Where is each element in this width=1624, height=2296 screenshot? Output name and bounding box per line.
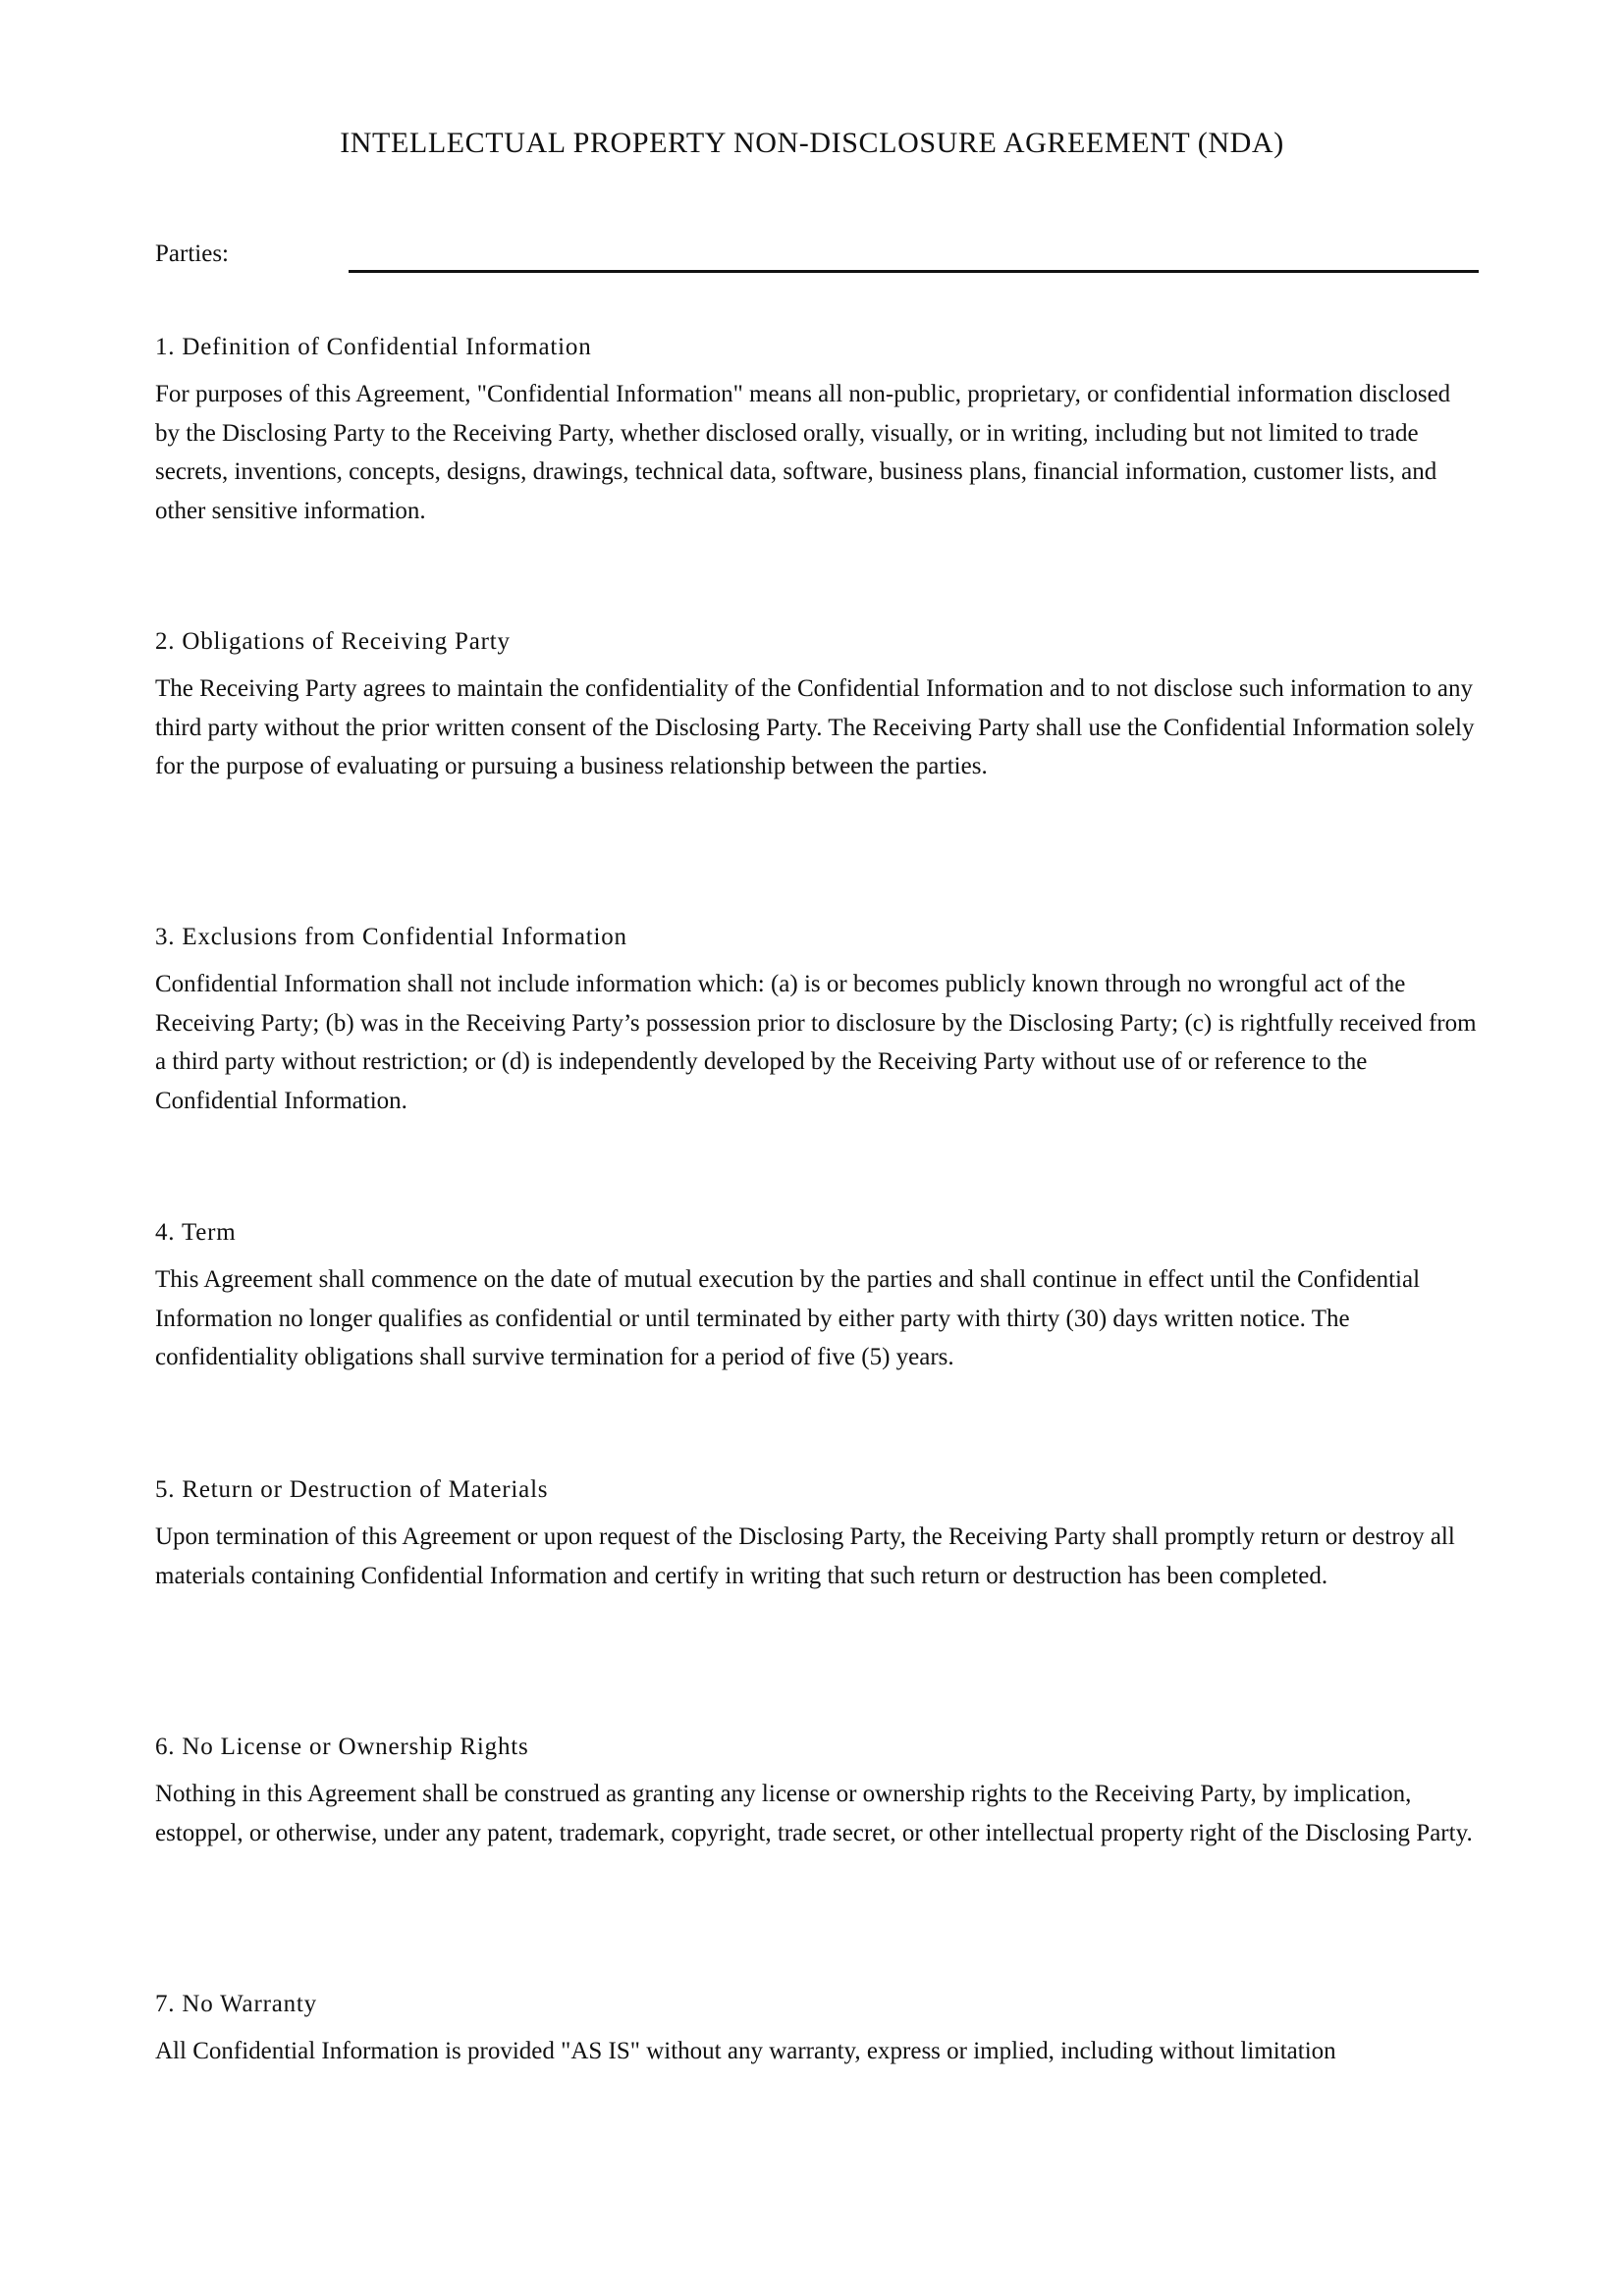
section-heading: 7. No Warranty — [155, 1991, 317, 2017]
parties-label: Parties: — [155, 240, 229, 267]
section-body: Upon termination of this Agreement or upon request of the Disclosing Party, the Receiving Party shall promptly return or destroy all materials containing Confidential Information and certify in writing that such return or destruction has been completed. — [155, 1523, 1455, 1589]
section-body: For purposes of this Agreement, "Confidential Information" means all non-public, proprietary, or confidential information disclosed by the Disclosing Party to the Receiving Party, whether disclosed orally, visually, or in writing, including but not limited to trade secrets, inventions, concepts, designs, drawings, technical data, software, business plans, financial information, customer lists, and other sensitive information. — [155, 381, 1451, 524]
section-body: All Confidential Information is provided "AS IS" without any warranty, express or implied, including without limitation — [155, 2038, 1336, 2064]
section-heading: 1. Definition of Confidential Information — [155, 334, 592, 360]
section-heading: 6. No License or Ownership Rights — [155, 1734, 529, 1760]
section-heading: 5. Return or Destruction of Materials — [155, 1476, 549, 1503]
section-heading: 2. Obligations of Receiving Party — [155, 628, 511, 655]
section-body: Nothing in this Agreement shall be construed as granting any license or ownership rights to the Receiving Party, by implication, estoppel, or otherwise, under any patent, trademark, copyright, trade secret, or other intellectual property right of the Disclosing Party. — [155, 1781, 1473, 1846]
section-exclusions — [155, 922, 1481, 1120]
section-body: This Agreement shall commence on the date of mutual execution by the parties and shall continue in effect until the Confidential Information no longer qualifies as confidential or until terminated by either party with thirty (30) days written notice. The confidentiality obligations shall survive termination for a period of five (5) years. — [155, 1266, 1421, 1371]
document-title: INTELLECTUAL PROPERTY NON-DISCLOSURE AGREEMENT (NDA) — [340, 127, 1284, 159]
section-no-warranty — [155, 1989, 1481, 2071]
section-body: Confidential Information shall not include information which: (a) is or becomes publicly known through no wrongful act of the Receiving Party; (b) was in the Receiving Party’s possession prior to disclosure by the Disclosing Party; (c) is rightfully received from a third party without restriction; or (d) is independently developed by the Receiving Party without use of or reference to the Confidential Information. — [155, 971, 1477, 1114]
section-return-materials — [155, 1474, 1481, 1595]
section-heading: 4. Term — [155, 1219, 237, 1246]
section-definition — [155, 332, 1481, 530]
section-term — [155, 1217, 1481, 1377]
section-body: The Receiving Party agrees to maintain the confidentiality of the Confidential Information and to not disclose such information to any third party without the prior written consent of the Disclosing Party. The Receiving Party shall use the Confidential Information solely for the purpose of evaluating or pursuing a business relationship between the parties. — [155, 675, 1475, 780]
section-obligations — [155, 626, 1481, 786]
section-heading: 3. Exclusions from Confidential Information — [155, 924, 627, 950]
parties-signature-line — [349, 270, 1479, 273]
section-no-license — [155, 1732, 1481, 1852]
